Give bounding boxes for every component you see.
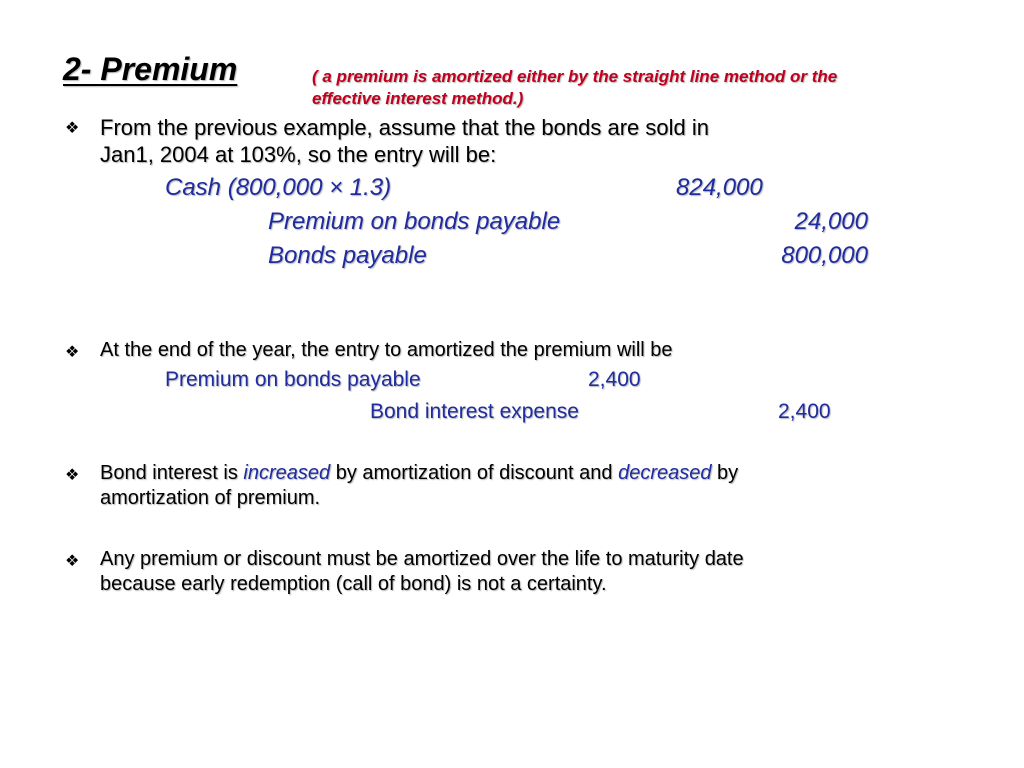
bullet-3-text xyxy=(100,461,738,511)
bullet-3-line-1 xyxy=(100,461,738,486)
entry-1-debit-amount: 824,000 xyxy=(676,174,763,201)
bullet-1-text xyxy=(100,114,709,168)
subtitle-line-1: ( a premium is amortized either by the straight line method or the xyxy=(312,67,838,86)
bullet-1-line-1: From the previous example, assume that the bonds are sold in xyxy=(100,115,709,140)
slide-title: 2- Premium xyxy=(63,51,238,87)
entry-1-debit-account: Cash (800,000 × 1.3) xyxy=(165,174,392,201)
entry-1-credit-amount-2: 800,000 xyxy=(781,242,868,269)
bullet-1-line-2: Jan1, 2004 at 103%, so the entry will be: xyxy=(100,142,497,167)
entry-2-debit-amount: 2,400 xyxy=(588,368,641,391)
bullet-3-emphasis-increased: increased xyxy=(243,462,331,484)
bullet-4-line-2: because early redemption (call of bond) is not a certainty. xyxy=(100,573,607,595)
bullet-icon: ❖ xyxy=(65,344,80,361)
entry-1-credit-account-2: Bonds payable xyxy=(268,242,427,269)
bullet-3-part-3: by xyxy=(711,462,739,484)
bullet-4-text xyxy=(100,547,744,597)
bullet-icon: ❖ xyxy=(65,120,80,137)
subtitle-line-2: effective interest method.) xyxy=(312,89,524,108)
entry-2-credit-amount: 2,400 xyxy=(778,400,831,423)
slide-subtitle xyxy=(312,66,837,110)
bullet-3-part-1: Bond interest is xyxy=(100,462,244,484)
entry-1-credit-account-1: Premium on bonds payable xyxy=(268,208,561,235)
bullet-2-text: At the end of the year, the entry to amortized the premium will be xyxy=(100,339,673,361)
entry-2-credit-account: Bond interest expense xyxy=(370,400,579,423)
bullet-icon: ❖ xyxy=(65,553,80,570)
bullet-3-emphasis-decreased: decreased xyxy=(618,462,712,484)
bullet-icon: ❖ xyxy=(65,467,80,484)
bullet-4-line-1: Any premium or discount must be amortized over the life to maturity date xyxy=(100,548,744,570)
entry-2-debit-account: Premium on bonds payable xyxy=(165,368,421,391)
bullet-3-part-2: by amortization of discount and xyxy=(330,462,619,484)
bullet-3-line-2: amortization of premium. xyxy=(100,487,321,509)
entry-1-credit-amount-1: 24,000 xyxy=(794,208,868,235)
